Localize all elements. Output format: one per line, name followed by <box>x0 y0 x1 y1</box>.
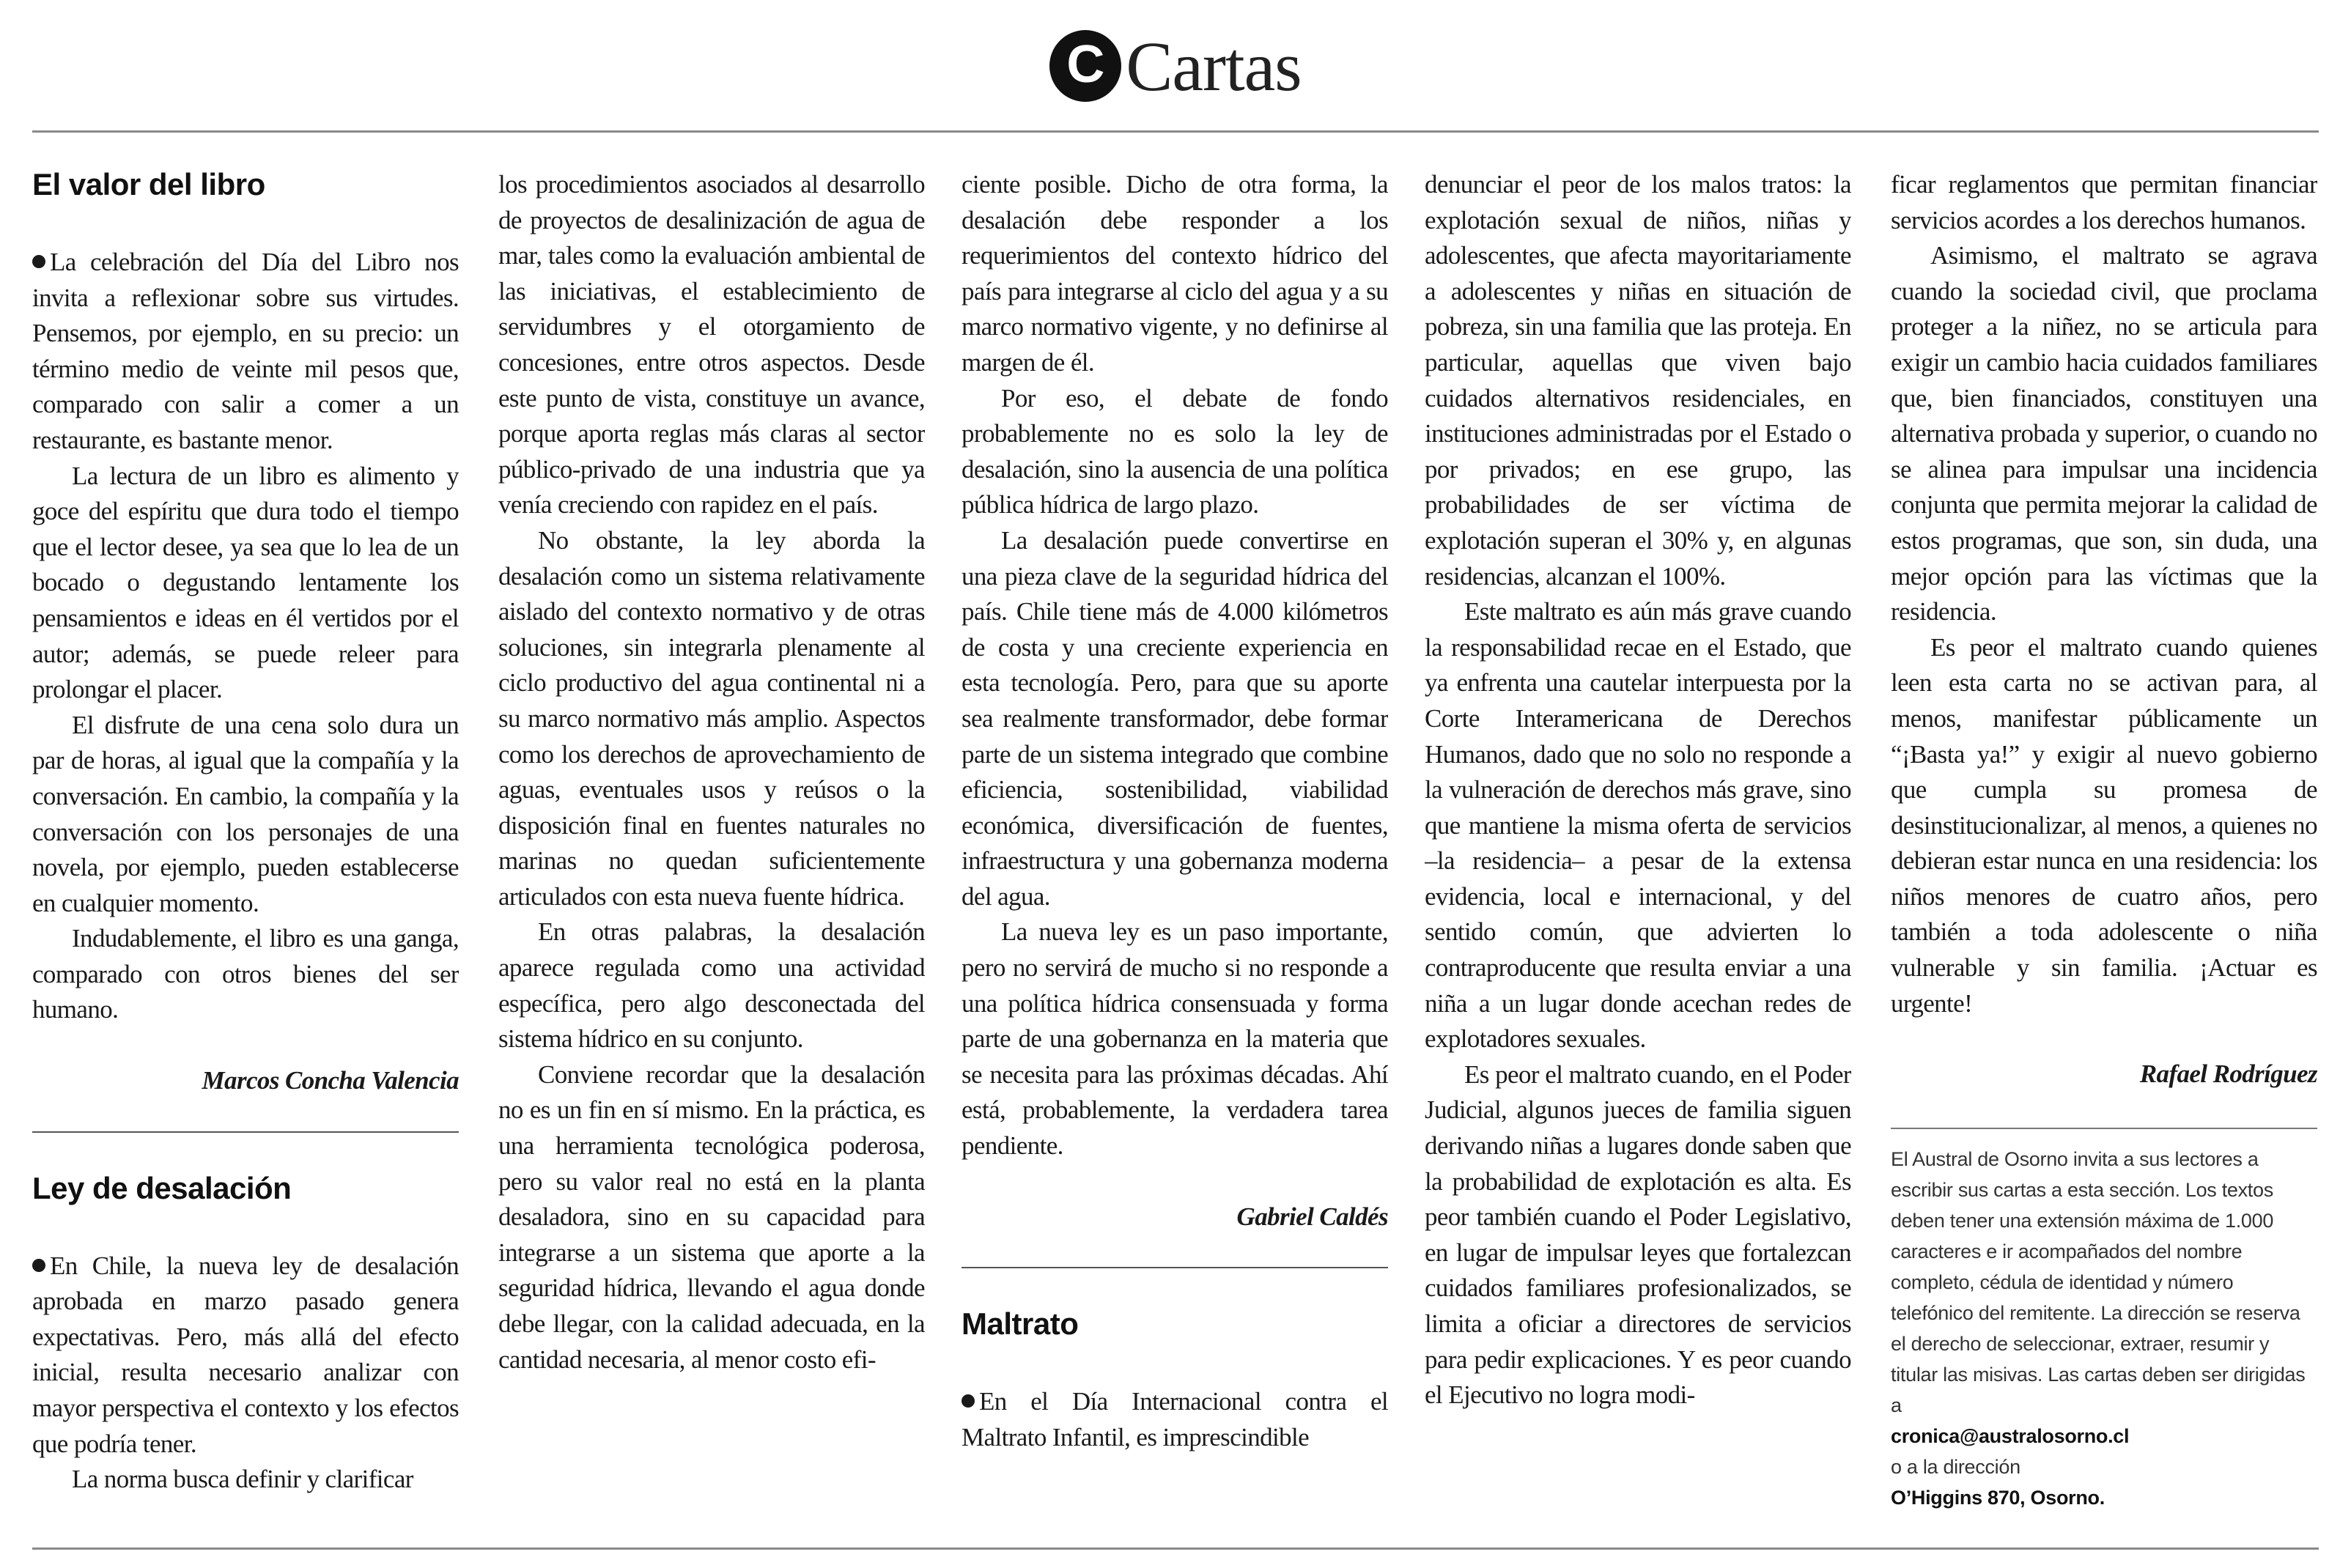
letter-paragraph: No obstante, la ley aborda la desalación como un sistema relativamente aislado del contexto normativo y de otras soluciones, sin integrarla plenamente al ciclo productivo del agua continental ni a su marco normativo más amplio. Aspectos como los derechos de aprovechamiento de aguas, eventuales usos y reúsos o la disposición final en fuentes naturales no marinas no quedan suficientemente articulados con esta nueva fuente hídrica. <box>498 525 925 911</box>
letter-paragraph: La norma busca definir y clarificar <box>72 1465 413 1494</box>
letter-title-maltrato: Maltrato <box>962 1306 1079 1342</box>
letter-paragraph: Asimismo, el maltrato se agrava cuando la sociedad civil, que proclama proteger a la niñez, no se articula para exigir un cambio hacia cuidados familiares que, bien financiados, constituyen una alternativa probada y superior, o cuando no se alinea para impulsar una incidencia conjunta que permita mejorar la calidad de estos programas, que son, sin duda, una mejor opción para las víctimas que la residencia. <box>1891 241 2317 626</box>
letter-paragraph: Conviene recordar que la desalación no es un fin en sí mismo. En la práctica, es una herramienta tecnológica poderosa, pero su valor real no está en la planta desaladora, sino en su capacidad para integrarse a un sistema que aporte a la seguridad hídrica, llevando el agua donde debe llegar, con la calidad adecuada, en la cantidad necesaria, al menor costo efi- <box>498 1059 925 1374</box>
bullet-icon <box>962 1394 975 1408</box>
letter-title-libro: El valor del libro <box>32 167 265 201</box>
letter-paragraph: En el Día Internacional contra el Maltrato Infantil, es imprescindible <box>962 1387 1388 1451</box>
letter-paragraph: Indudablemente, el libro es una ganga, comparado con otros bienes del ser humano. <box>32 924 459 1024</box>
letter-divider <box>962 1267 1388 1268</box>
column-4 <box>1425 167 1851 1537</box>
letter-author-libro: Marcos Concha Valencia <box>202 1066 459 1095</box>
letter-paragraph: El disfrute de una cena solo dura un par de horas, al igual que la compañía y la conversación. En cambio, la compañía y la conversación con los personajes de una novela, por ejemplo, pueden establecerse en cualquier momento. <box>32 710 459 917</box>
column-2 <box>498 167 925 1537</box>
submission-info-text: El Austral de Osorno invita a sus lectores a escribir sus cartas a esta sección. Los textos deben tener una extensión máxima de 1.000 caracteres e ir acompañados del nombre completo, cédula de identidad y número telefónico del remitente. La dirección se reserva el derecho de seleccionar, extraer, resumir y titular las misivas. Las cartas deben ser dirigidas a <box>1891 1147 2306 1416</box>
address-intro: o a la dirección <box>1891 1455 2020 1478</box>
letter-paragraph: ciente posible. Dicho de otra forma, la desalación debe responder a los requerimientos del contexto hídrico del país para integrarse al ciclo del agua y a su marco normativo vigente, y no definirse al margen de él. <box>962 170 1388 377</box>
bullet-icon <box>32 1259 45 1272</box>
letter-paragraph: Es peor el maltrato cuando quienes leen esta carta no se activan para, al menos, manifestar públicamente un “¡Basta ya!” y exigir al nuevo gobierno que cumpla su promesa de desinstitucionalizar, al menos, a quienes no debieran estar nunca en una residencia: los niños menores de cuatro años, pero también a toda adolescente o niña vulnerable y sin familia. ¡Actuar es urgente! <box>1891 632 2317 1018</box>
letter-paragraph: En otras palabras, la desalación aparece regulada como una actividad específica, pero algo desconectada del sistema hídrico en su conjunto. <box>498 917 925 1054</box>
letter-paragraph: Este maltrato es aún más grave cuando la responsabilidad recae en el Estado, que ya enfrenta una cautelar interpuesta por la Corte Interamericana de Derechos Humanos, dado que no solo no responde a la vulneración de derechos más grave, sino que mantiene la misma oferta de servicios –la residencia– a pesar de la extensa evidencia, local e internacional, y del sentido común, que advierten lo contraproducente que resulta enviar a una niña a un lugar donde acechan redes de explotadores sexuales. <box>1425 597 1851 1054</box>
postal-address: O’Higgins 870, Osorno. <box>1891 1486 2105 1509</box>
column-3 <box>962 167 1388 1537</box>
letter-paragraph: La desalación puede convertirse en una pieza clave de la seguridad hídrica del país. Chile tiene más de 4.000 kilómetros de costa y una creciente experiencia en esta tecnología. Pero, para que su aporte sea realmente transformador, debe formar parte de un sistema integrado que combine eficiencia, sostenibilidad, viabilidad económica, diversificación de fuentes, infraestructura y una gobernanza moderna del agua. <box>962 525 1388 911</box>
letter-title-desalacion: Ley de desalación <box>32 1170 292 1205</box>
letter-paragraph: ficar reglamentos que permitan financiar servicios acordes a los derechos humanos. <box>1891 170 2317 234</box>
letter-paragraph: La lectura de un libro es alimento y goce del espíritu que dura todo el tiempo que el lector desee, ya sea que lo lea de un bocado o degustando lentamente los pensamientos e ideas en él vertidos por el autor; además, se puede releer para prolongar el placer. <box>32 461 459 704</box>
letter-paragraph: los procedimientos asociados al desarrollo de proyectos de desalinización de agua de mar, tales como la evaluación ambiental de las iniciativas, el establecimiento de servidumbres y el otorgamiento de concesiones, entre otros aspectos. Desde este punto de vista, constituye un avance, porque aporta reglas más claras al sector público-privado de una industria que ya venía creciendo con rapidez en el país. <box>498 170 925 519</box>
letter-paragraph: En Chile, la nueva ley de desalación aprobada en marzo pasado genera expectativas. Pero, más allá del efecto inicial, resulta necesario analizar con mayor perspectiva el contexto y los efectos que podría tener. <box>32 1251 459 1458</box>
letter-paragraph: denunciar el peor de los malos tratos: la explotación sexual de niños, niñas y adolescentes, que afecta mayoritariamente a adolescentes y niñas en situación de pobreza, sin una familia que las proteja. En particular, aquellas que viven bajo cuidados alternativos residenciales, en instituciones administradas por el Estado o por privados; en ese grupo, las probabilidades de ser víctima de explotación superan el 30% y, en algunas residencias, alcanzan el 100%. <box>1425 170 1851 591</box>
letter-author-desalacion: Gabriel Caldés <box>1236 1202 1388 1231</box>
submission-info-box <box>1891 1128 2317 1513</box>
letter-paragraph: Es peor el maltrato cuando, en el Poder Judicial, algunos jueces de familia siguen derivando niñas a lugares donde saben que la probabilidad de explotación es alta. Es peor también cuando el Poder Legislativo, en lugar de impulsar leyes que fortalezcan cuidados familiares profesionalizados, se limita a oficiar a directores de servicios para pedir explicaciones. Y es peor cuando el Ejecutivo no logra modi- <box>1425 1059 1851 1410</box>
letter-author-maltrato: Rafael Rodríguez <box>2139 1059 2317 1089</box>
contact-email-link[interactable]: cronica@australosorno.cl <box>1891 1424 2130 1447</box>
letter-paragraph: Por eso, el debate de fondo probablemente no es solo la ley de desalación, sino la ausencia de una política pública hídrica de largo plazo. <box>962 383 1388 519</box>
letter-divider <box>32 1131 459 1133</box>
letter-paragraph: La nueva ley es un paso importante, pero no servirá de mucho si no responde a una política hídrica consensuada y forma parte de una gobernanza en la materia que se necesita para las próximas décadas. Ahí está, probablemente, la verdadera tarea pendiente. <box>962 917 1388 1161</box>
column-1 <box>32 167 459 1537</box>
section-title: Cartas <box>1126 26 1302 106</box>
letter-paragraph: La celebración del Día del Libro nos invita a reflexionar sobre sus virtudes. Pensemos, por ejemplo, en su precio: un término medio de veinte mil pesos que, comparado con salir a comer a un restaurante, es bastante menor. <box>32 248 459 454</box>
column-5 <box>1891 167 2317 1537</box>
bottom-rule <box>32 1547 2319 1550</box>
top-rule <box>32 130 2319 133</box>
section-logo-icon: C <box>1049 30 1121 102</box>
bullet-icon <box>32 255 45 268</box>
masthead <box>0 15 2351 117</box>
